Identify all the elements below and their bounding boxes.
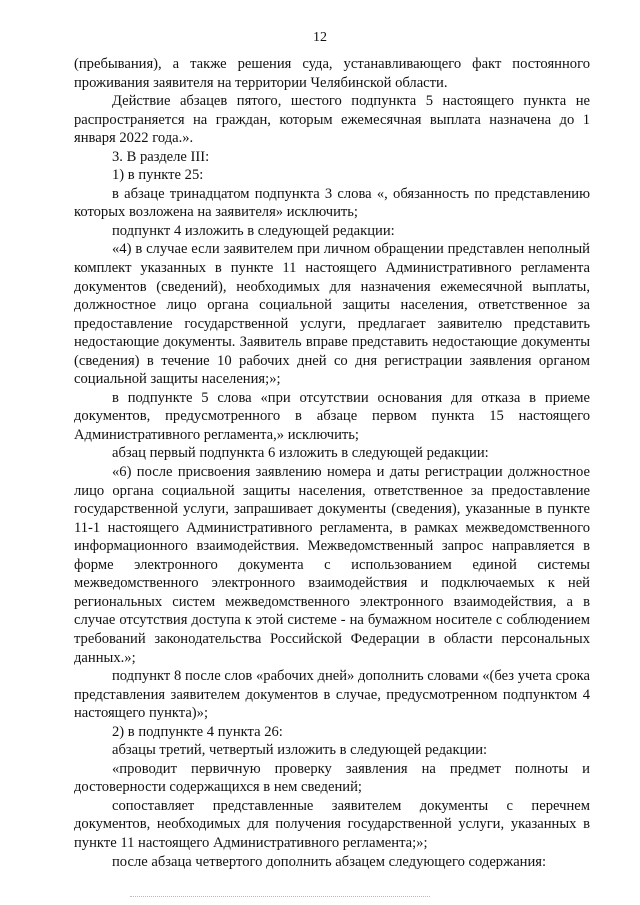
paragraph-subitem-5-change: в подпункте 5 слова «при отсутствии основания для отказа в приеме документов, предусмотренного в абзаце первом пункта 15 настоящего Административного регламента,» исключить;	[74, 389, 590, 443]
paragraph-subitem-8-change: подпункт 8 после слов «рабочих дней» дополнить словами «(без учета срока представления заявителем документов в случае, предусмотренном подпунктом 4 настоящего пункта)»;	[74, 668, 590, 722]
page-number: 12	[313, 30, 327, 45]
paragraph-section-3: 3. В разделе III:	[112, 148, 210, 165]
paragraph-subitem-4-text: «4) в случае если заявителем при личном обращении представлен неполный комплект указанных в пункте 11 настоящего Административного регламента документов (сведений), необходимых для назначения ежемесячной выплаты, должностное лицо органа социальной защиты населения, ответственное за предоставление государственной услуги, предлагает заявителю представить недостающие документы. Заявитель вправе представить недостающие документы (сведения) в течение 10 рабочих дней со дня регистрации заявления органом социальной защиты населения;»;	[74, 241, 590, 388]
paragraph-check-text: «проводит первичную проверку заявления на предмет полноты и достоверности содержащихся в нем сведений;	[74, 760, 590, 796]
paragraph-item-25: 1) в пункте 25:	[112, 167, 204, 184]
paragraph-add-abzats: после абзаца четвертого дополнить абзацем следующего содержания:	[112, 853, 547, 870]
paragraph-subitem-4-intro: подпункт 4 изложить в следующей редакции:	[112, 222, 395, 239]
paragraph-continuation: (пребывания), а также решения суда, устанавливающего факт постоянного проживания заявителя на территории Челябинской области.	[74, 56, 590, 91]
paragraph-effect-note: Действие абзацев пятого, шестого подпункта 5 настоящего пункта не распространяется на граждан, которым ежемесячная выплата назначена до 1 января 2022 года.».	[74, 93, 590, 147]
scan-bottom-edge	[130, 896, 430, 897]
document-body	[74, 55, 590, 871]
paragraph-abzats-intro: абзацы третий, четвертый изложить в следующей редакции:	[112, 742, 488, 759]
paragraph-subitem-6-intro: абзац первый подпункта 6 изложить в следующей редакции:	[112, 445, 489, 462]
paragraph-item-26: 2) в подпункте 4 пункта 26:	[112, 723, 283, 740]
paragraph-compare-text: сопоставляет представленные заявителем документы с перечнем документов, необходимых для получения государственной услуги, указанных в пункте 11 настоящего Административного регламента;»;	[74, 797, 590, 851]
paragraph-subitem-3-change: в абзаце тринадцатом подпункта 3 слова «, обязанность по представлению которых возложена на заявителя» исключить;	[74, 185, 590, 221]
paragraph-subitem-6-text: «6) после присвоения заявлению номера и даты регистрации должностное лицо органа социальной защиты населения, ответственное за предоставление государственной услуги, запрашивает документы (сведения), указанные в пункте 11-1 настоящего Административного регламента, в рамках межведомственного информационного взаимодействия. Межведомственный запрос направляется в форме электронного документа с использованием единой системы межведомственного электронного взаимодействия и подключаемых к ней региональных систем межведомственного электронного взаимодействия, а в случае отсутствия доступа к этой системе - на бумажном носителе с соблюдением требований законодательства Российской Федерации в области персональных данных.»;	[74, 464, 590, 666]
